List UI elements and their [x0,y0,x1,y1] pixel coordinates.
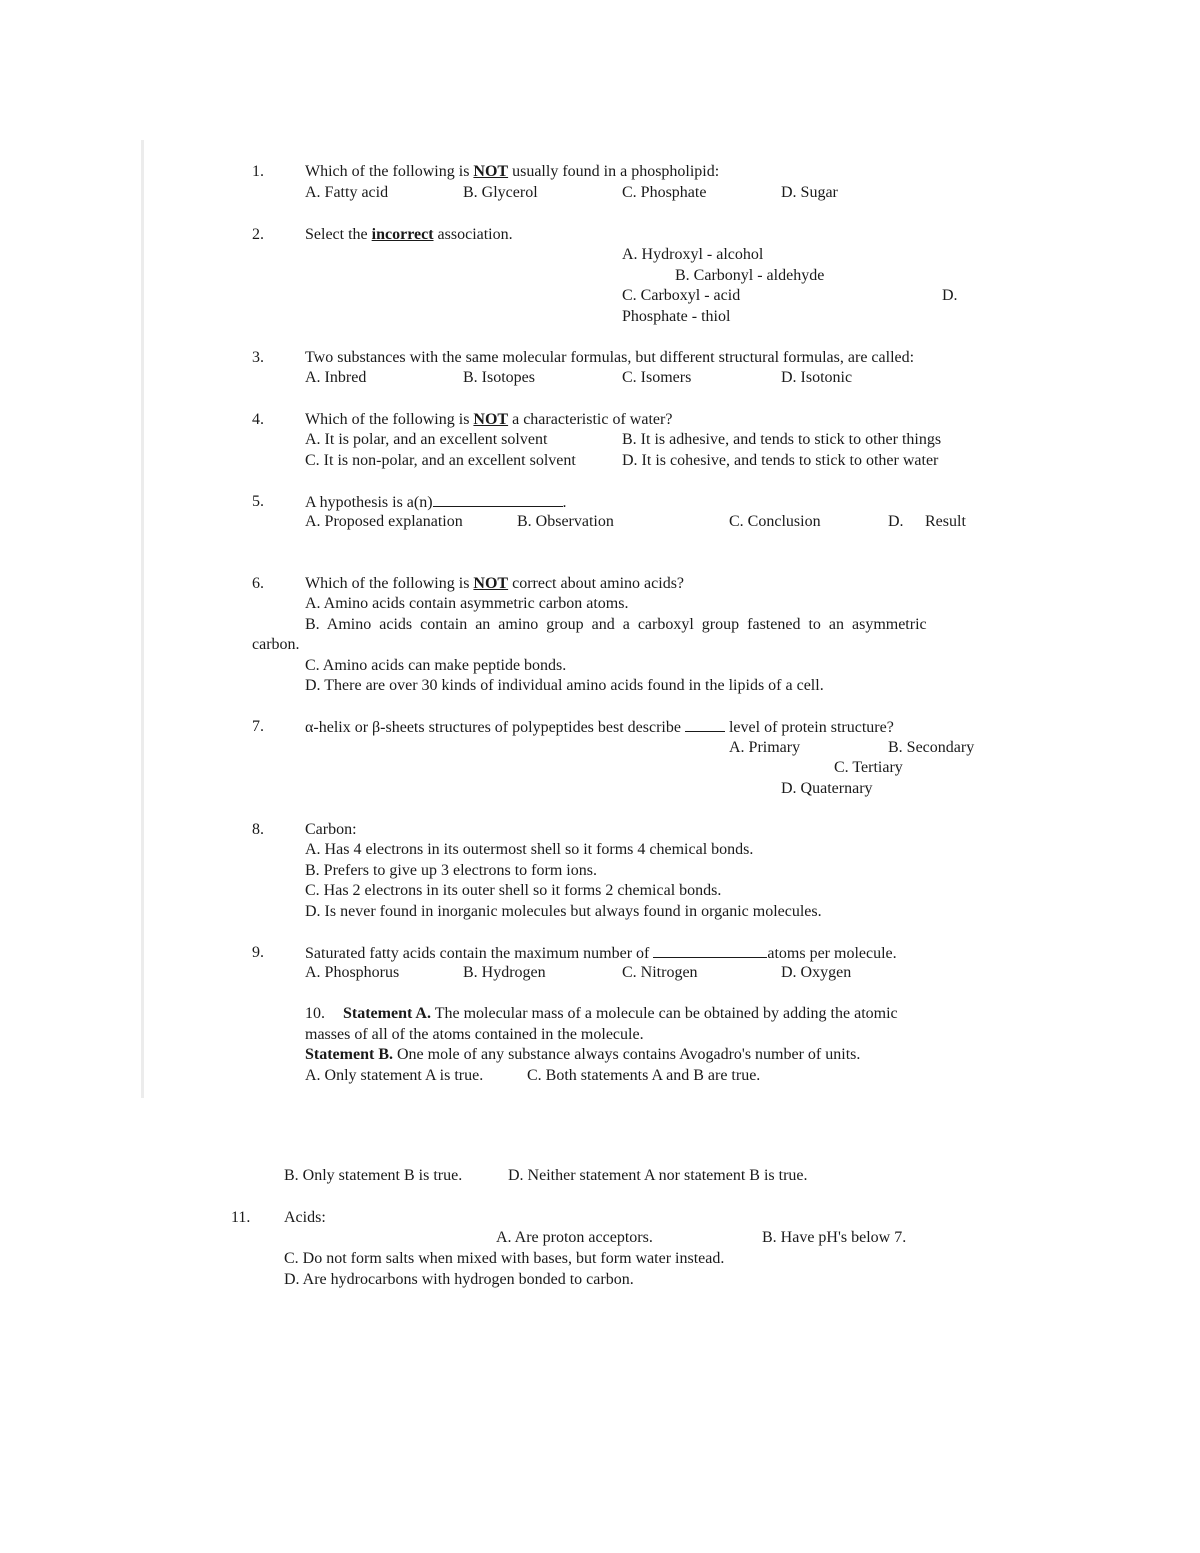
option-b[interactable]: B. Carbonyl - aldehyde [675,267,825,284]
question-stem: α-helix or β-sheets structures of polypeptides best describe level of protein structure? [305,719,894,736]
option-a[interactable]: A. Amino acids contain asymmetric carbon atoms. [305,595,629,612]
question-number: 4. [252,411,264,428]
question-stem-statement-b: Statement B. One mole of any substance always contains Avogadro's number of units. [305,1046,861,1063]
option-a[interactable]: A. Only statement A is true. [305,1067,484,1084]
option-c[interactable]: C. Conclusion [729,513,821,530]
option-d[interactable]: D. [942,287,958,304]
question-number: 9. [252,944,264,961]
option-d[interactable]: D. There are over 30 kinds of individual amino acids found in the lipids of a cell. [305,677,824,694]
option-c[interactable]: C. It is non-polar, and an excellent solvent [305,452,576,469]
option-b-continued[interactable]: carbon. [252,636,300,653]
answer-blank[interactable] [685,717,725,732]
question-number: 8. [252,821,264,838]
option-c[interactable]: C. Amino acids can make peptide bonds. [305,657,567,674]
option-c[interactable]: C. Phosphate [622,184,707,201]
option-b[interactable]: B. Observation [517,513,614,530]
question-stem: Which of the following is NOT correct about amino acids? [305,575,685,592]
answer-blank[interactable] [653,943,767,958]
option-c[interactable]: C. Tertiary [834,759,903,776]
question-stem: Two substances with the same molecular formulas, but different structural formulas, are called: [305,349,915,366]
option-a[interactable]: A. It is polar, and an excellent solvent [305,431,548,448]
question-stem-statement-a: 10. Statement A. The molecular mass of a molecule can be obtained by adding the atomic [305,1005,898,1022]
question-number: 6. [252,575,264,592]
option-a[interactable]: A. Fatty acid [305,184,389,201]
question-number: 3. [252,349,264,366]
question-stem: Saturated fatty acids contain the maximum number of atoms per molecule. [305,945,897,962]
option-a[interactable]: A. Phosphorus [305,964,400,981]
option-b[interactable]: B. Prefers to give up 3 electrons to form ions. [305,862,597,879]
question-number: 1. [252,163,264,180]
option-b[interactable]: B. Only statement B is true. [284,1167,463,1184]
option-b[interactable]: B. It is adhesive, and tends to stick to other things [622,431,942,448]
option-a[interactable]: A. Primary [729,739,801,756]
answer-blank[interactable] [433,492,563,507]
option-c[interactable]: C. Do not form salts when mixed with bases, but form water instead. [284,1250,725,1267]
question-stem: Select the incorrect association. [305,226,513,243]
option-d[interactable]: D. Isotonic [781,369,853,386]
option-b[interactable]: B. Glycerol [463,184,538,201]
question-number: 11. [231,1209,251,1226]
question-stem: Carbon: [305,821,357,838]
option-b[interactable]: B. Isotopes [463,369,535,386]
option-a[interactable]: A. Proposed explanation [305,513,463,530]
question-stem: Which of the following is NOT usually found in a phospholipid: [305,163,720,180]
option-d[interactable]: D. Neither statement A nor statement B is true. [508,1167,808,1184]
option-b[interactable]: B. Hydrogen [463,964,546,981]
option-c[interactable]: C. Has 2 electrons in its outer shell so it forms 2 chemical bonds. [305,882,722,899]
option-a[interactable]: A. Hydroxyl - alcohol [622,246,764,263]
question-number: 2. [252,226,264,243]
question-stem: Acids: [284,1209,326,1226]
option-a[interactable]: A. Has 4 electrons in its outermost shell so it forms 4 chemical bonds. [305,841,754,858]
option-d[interactable]: D. Sugar [781,184,838,201]
option-d-text[interactable]: Result [925,513,966,530]
option-c[interactable]: C. Carboxyl - acid [622,287,741,304]
question-stem: A hypothesis is a(n) . [305,494,567,511]
option-b[interactable]: B. Amino acids contain an amino group and a carboxyl group fastened to an asymmetric [305,616,927,633]
question-number: 7. [252,718,264,735]
question-number: 10. [305,1005,325,1022]
option-d[interactable]: D. Is never found in inorganic molecules but always found in organic molecules. [305,903,822,920]
question-number: 5. [252,493,264,510]
option-d-text[interactable]: Phosphate - thiol [622,308,731,325]
option-d[interactable]: D. Quaternary [781,780,873,797]
option-a[interactable]: A. Are proton acceptors. [496,1229,653,1246]
option-d[interactable]: D. It is cohesive, and tends to stick to other water [622,452,939,469]
option-b[interactable]: B. Have pH's below 7. [762,1229,907,1246]
option-d[interactable]: D. Are hydrocarbons with hydrogen bonded to carbon. [284,1271,634,1288]
page-left-rule [141,140,144,1098]
option-d[interactable]: D. [888,513,904,530]
option-c[interactable]: C. Isomers [622,369,692,386]
option-b[interactable]: B. Secondary [888,739,975,756]
option-c[interactable]: C. Nitrogen [622,964,698,981]
question-stem: Which of the following is NOT a characteristic of water? [305,411,673,428]
statement-a-continued: masses of all of the atoms contained in the molecule. [305,1026,644,1043]
option-a[interactable]: A. Inbred [305,369,367,386]
option-c[interactable]: C. Both statements A and B are true. [527,1067,761,1084]
option-d[interactable]: D. Oxygen [781,964,852,981]
